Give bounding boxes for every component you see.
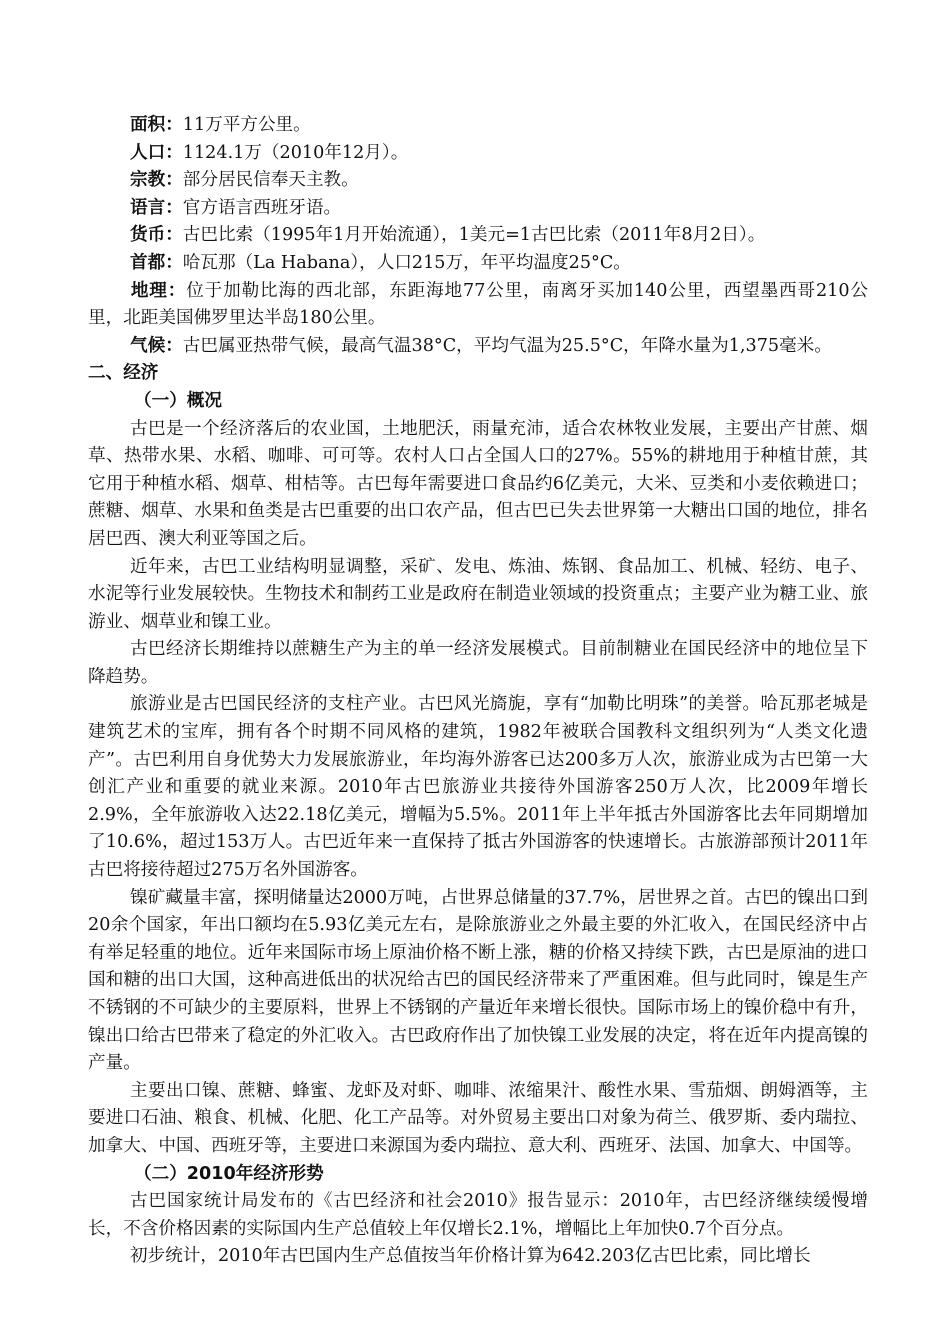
- info-row-capital: [88, 250, 868, 278]
- info-value: 古巴比索（1995年1月开始流通），1美元=1古巴比索（2011年8月2日）。: [182, 225, 766, 246]
- paragraph: 初步统计，2010年古巴国内生产总值按当年价格计算为642.203亿古巴比索，同比增长: [130, 1246, 811, 1267]
- paragraph: 镍矿藏量丰富，探明储量达2000万吨，占世界总储量的37.7%，居世界之首。古巴的镍出口到20余个国家，年出口额均在5.93亿美元左右，是除旅游业之外最主要的外汇收入，在国民经济中占有举足轻重的地位。近年来国际市场上原油价格不断上涨，糖的价格又持续下跌，古巴是原油的进口国和糖的出口大国，这种高进低出的状况给古巴的国民经济带来了严重困难。但与此同时，镍是生产不锈钢的不可缺少的主要原料，世界上不锈钢的产量近年来增长很快。国际市场上的镍价稳中有升，镍出口给古巴带来了稳定的外汇收入。古巴政府作出了加快镍工业发展的决定，将在近年内提高镍的产量。: [88, 887, 868, 1074]
- info-row-population: [88, 140, 868, 168]
- info-row-currency: [88, 222, 868, 250]
- info-key: 宗教：: [130, 170, 183, 191]
- info-key: 面积：: [130, 115, 183, 135]
- info-value: 哈瓦那（La Habana），人口215万，年平均温度25°C。: [182, 252, 631, 273]
- info-row-religion: [88, 167, 868, 195]
- paragraph: 古巴国家统计局发布的《古巴经济和社会2010》报告显示：2010年，古巴经济继续缓慢增长，不含价格因素的实际国内生产总值较上年仅增长2.1%，增幅比上年加快0.7个百分点。: [88, 1191, 868, 1239]
- info-key: 地理：: [130, 280, 187, 301]
- info-key: 人口：: [130, 142, 183, 163]
- info-row-geography: [88, 278, 868, 333]
- paragraph: 旅游业是古巴国民经济的支柱产业。古巴风光旖旎，享有“加勒比明珠”的美誉。哈瓦那老城是建筑艺术的宝库，拥有各个时期不同风格的建筑，1982年被联合国教科文组织列为“人类文化遗产”。古巴利用自身优势大力发展旅游业，年均海外游客已达200多万人次，旅游业成为古巴第一大创汇产业和重要的就业来源。2010年古巴旅游业共接待外国游客250万人次，比2009年增长2.9%，全年旅游收入达22.18亿美元，增幅为5.5%。2011年上半年抵古外国游客比去年同期增加了10.6%，超过153万人。古巴近年来一直保持了抵古外国游客的快速增长。古旅游部预计2011年古巴将接待超过275万名外国游客。: [88, 694, 868, 881]
- info-value: 官方语言西班牙语。: [182, 197, 342, 218]
- info-row-area: [88, 112, 868, 140]
- info-value: 古巴属亚热带气候，最高气温38°C，平均气温为25.5°C，年降水量为1,375毫米。: [182, 335, 832, 356]
- basic-info-list: [88, 112, 868, 360]
- subsection-heading-overview: （一）概况: [134, 390, 222, 411]
- paragraph: 主要出口镍、蔗糖、蜂蜜、龙虾及对虾、咖啡、浓缩果汁、酸性水果、雪茄烟、朗姆酒等，主要进口石油、粮食、机械、化肥、化工产品等。对外贸易主要出口对象为荷兰、俄罗斯、委内瑞拉、加拿大、中国、西班牙等，主要进口来源国为委内瑞拉、意大利、西班牙、法国、加拿大、中国等。: [88, 1080, 868, 1156]
- info-value: 位于加勒比海的西北部，东距海地77公里，南离牙买加140公里，西望墨西哥210公里，北距美国佛罗里达半岛180公里。: [88, 280, 868, 329]
- info-key: 首都：: [130, 252, 183, 273]
- info-value: 11万平方公里。: [182, 115, 311, 135]
- paragraph: 古巴经济长期维持以蔗糖生产为主的单一经济发展模式。目前制糖业在国民经济中的地位呈下降趋势。: [88, 639, 868, 687]
- info-value: 1124.1万（2010年12月）。: [182, 142, 409, 163]
- info-key: 气候：: [130, 335, 183, 356]
- paragraph: 古巴是一个经济落后的农业国，土地肥沃，雨量充沛，适合农林牧业发展，主要出产甘蔗、烟草、热带水果、水稻、咖啡、可可等。农村人口占全国人口的27%。55%的耕地用于种植甘蔗，其它用于种植水稻、烟草、柑桔等。古巴每年需要进口食品约6亿美元，大米、豆类和小麦依赖进口；蔗糖、烟草、水果和鱼类是古巴重要的出口农产品，但古巴已失去世界第一大糖出口国的地位，排名居巴西、澳大利亚等国之后。: [88, 418, 868, 549]
- section-heading-economy: 二、经济: [88, 363, 159, 384]
- info-key: 货币：: [130, 225, 183, 246]
- info-row-climate: [88, 333, 868, 361]
- document-page: [88, 112, 868, 1271]
- paragraph: 近年来，古巴工业结构明显调整，采矿、发电、炼油、炼钢、食品加工、机械、轻纺、电子、水泥等行业发展较快。生物技术和制药工业是政府在制造业领域的投资重点；主要产业为糖工业、旅游业、烟草业和镍工业。: [88, 556, 868, 632]
- subsection-heading-2010-economy: （二）2010年经济形势: [134, 1163, 324, 1184]
- info-row-language: [88, 195, 868, 223]
- info-value: 部分居民信奉天主教。: [182, 170, 359, 191]
- info-key: 语言：: [130, 197, 183, 218]
